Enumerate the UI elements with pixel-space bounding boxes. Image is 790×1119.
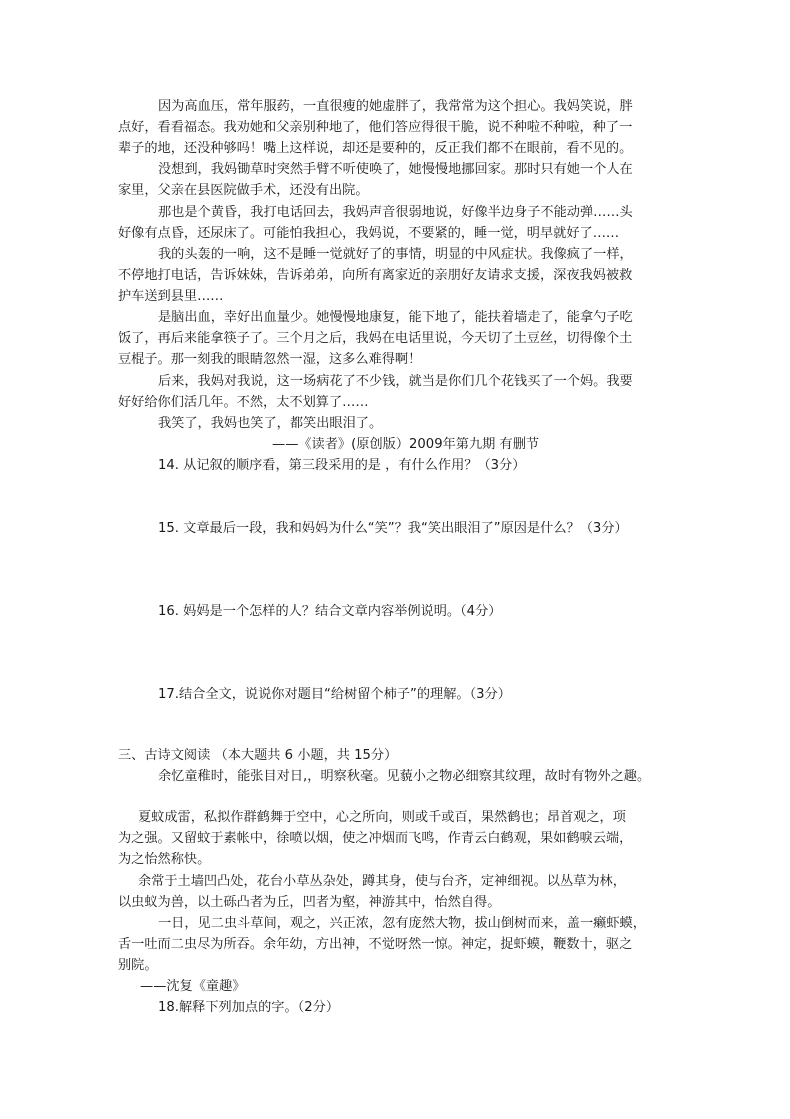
p3-line1: 那也是个黄昏，我打电话回去，我妈声音很弱地说，好像半边身子不能动弹……头: [158, 205, 633, 220]
p1-line3: 辈子的地，还没种够吗！嘴上这样说，却还是要种的，反正我们都不在眼前，看不见的。: [118, 141, 633, 156]
passage-line5: 余常于土墙凹凸处，花台小草丛杂处，蹲其身，使与台齐，定神细视。以丛草为林，: [138, 874, 626, 889]
section-heading: 三、古诗文阅读 （本大题共 6 小题，共 15分）: [118, 748, 398, 763]
p4-line3: 护车送到县里……: [118, 289, 224, 304]
p5-line3: 豆棍子。那一刻我的眼睛忽然一湿，这多么难得啊！: [118, 352, 422, 367]
question-14: 14. 从记叙的顺序看，第三段采用的是 ，有什么作用？（3分）: [158, 458, 526, 473]
p3-line2: 好像有点昏，还尿床了。可能怕我担心，我妈说，不要紧的，睡一觉，明早就好了……: [118, 226, 620, 241]
p2-line1: 没想到，我妈锄草时突然手臂不听使唤了，她慢慢地挪回家。那时只有她一个人在: [158, 162, 633, 177]
p4-line2: 不停地打电话，告诉妹妹，告诉弟弟，向所有离家近的亲朋好友请求支援，深夜我妈被救: [118, 268, 633, 283]
passage-line8: 舌一吐而二虫尽为所吞。余年幼，方出神，不觉呀然一惊。神定，捉虾蟆，鞭数十，驱之: [118, 937, 633, 952]
p2-line2: 家里，父亲在县医院做手术，还没有出院。: [118, 183, 369, 198]
p6-line1: 后来，我妈对我说，这一场病花了不少钱，就当是你们几个花钱买了一个妈。我要: [158, 374, 633, 389]
question-15: 15. 文章最后一段，我和妈妈为什么“笑”？我“笑出眼泪了”原因是什么？（3分）: [158, 521, 628, 536]
passage-line4: 为之怡然称快。: [118, 852, 211, 867]
passage-line9: 别院。: [118, 958, 158, 973]
p7-line1: 我笑了，我妈也笑了，都笑出眼泪了。: [158, 416, 383, 431]
story-source: ——《读者》(原创版）2009年第九期 有删节: [272, 437, 540, 452]
question-18: 18.解释下列加点的字。（2分）: [158, 1000, 340, 1015]
passage-line1: 余忆童稚时，能张目对日,，明察秋毫。见藐小之物必细察其纹理，故时有物外之趣。: [158, 769, 651, 784]
p5-line1: 是脑出血，幸好出血量少。她慢慢地康复，能下地了，能扶着墙走了，能拿勺子吃: [158, 310, 633, 325]
p5-line2: 饭了，再后来能拿筷子了。三个月之后，我妈在电话里说，今天切了土豆丝，切得像个土: [118, 331, 633, 346]
p4-line1: 我的头轰的一响，这不是睡一觉就好了的事情，明显的中风症状。我像疯了一样，: [158, 247, 633, 262]
passage-source: ——沈复《童趣》: [140, 979, 246, 994]
p1-line2: 点好，看看福态。我劝她和父亲别种地了，他们答应得很干脆，说不种啦不种啦，种了一: [118, 120, 633, 135]
passage-line2: 夏蚊成雷，私拟作群鹤舞于空中，心之所向，则或千或百，果然鹤也；昂首观之，项: [138, 810, 626, 825]
p1-line1: 因为高血压，常年服药，一直很瘦的她虚胖了，我常常为这个担心。我妈笑说，胖: [158, 99, 633, 114]
passage-line7: 一日，见二虫斗草间，观之，兴正浓，忽有庞然大物，拔山倒树而来，盖一癞虾蟆，: [158, 916, 646, 931]
question-16: 16. 妈妈是一个怎样的人？结合文章内容举例说明。（4分）: [158, 604, 502, 619]
passage-line3: 为之强。又留蚊于素帐中，徐喷以烟，使之冲烟而飞鸣，作青云白鹤观，果如鹤唳云端，: [118, 831, 633, 846]
passage-line6: 以虫蚁为兽，以土砾凸者为丘，凹者为壑，神游其中，怡然自得。: [118, 895, 501, 910]
p6-line2: 好好给你们活几年。不然，太不划算了……: [118, 395, 369, 410]
question-17: 17.结合全文，说说你对题目“给树留个柿子”的理解。（3分）: [158, 687, 511, 702]
